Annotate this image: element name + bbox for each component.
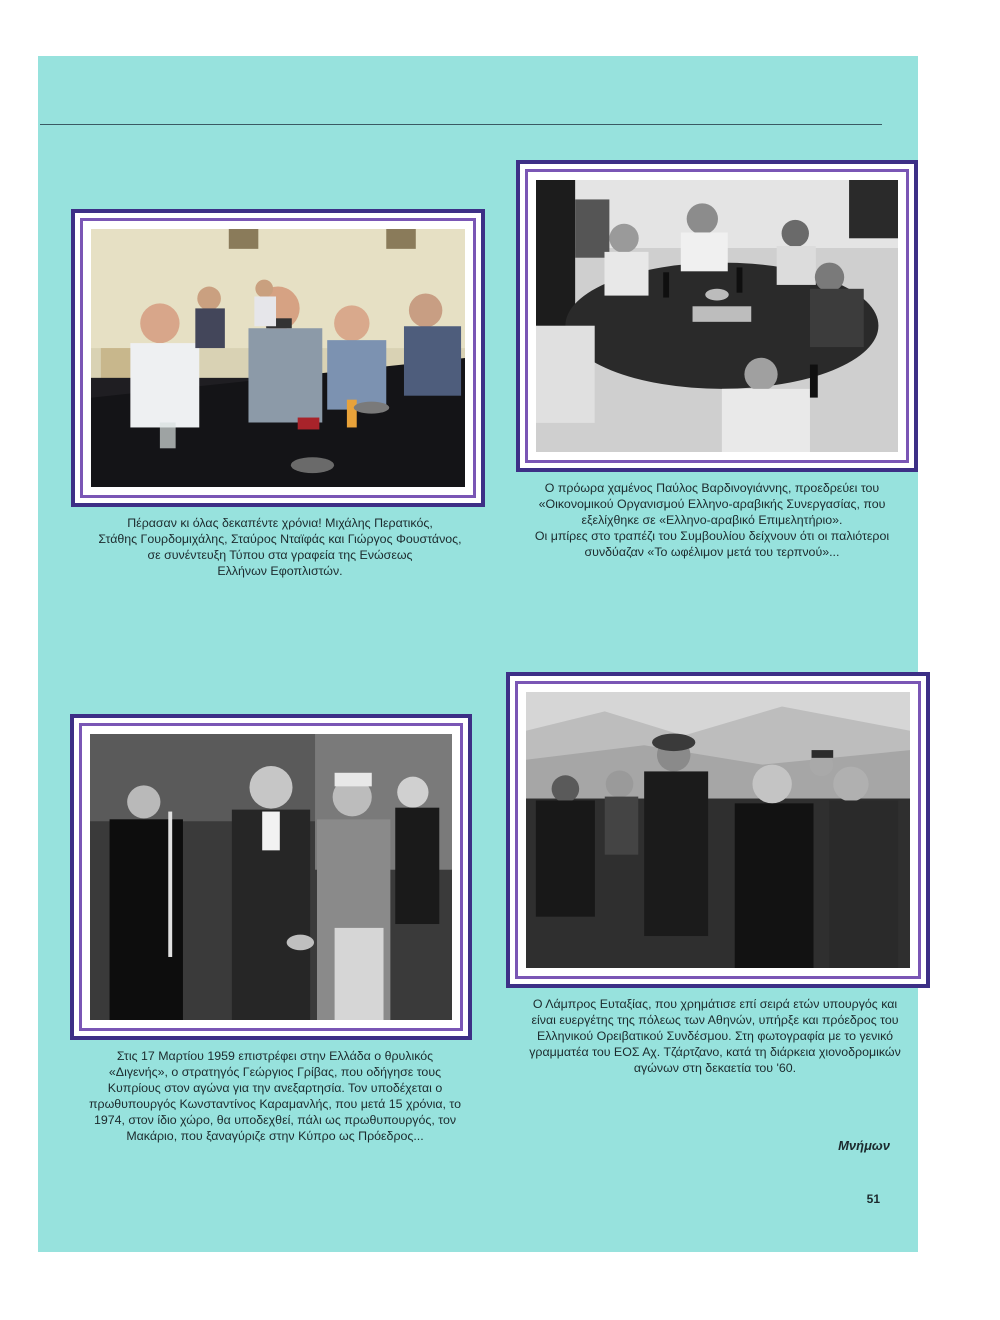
caption-grivas-return bbox=[75, 1048, 475, 1144]
photo-grivas-return bbox=[90, 734, 452, 1020]
photo-frame-board-meeting bbox=[516, 160, 918, 472]
author-signature: Μνήμων bbox=[838, 1138, 890, 1153]
photo-press-conference bbox=[91, 229, 465, 487]
photo-ski-event bbox=[526, 692, 910, 968]
caption-ski-event bbox=[500, 996, 930, 1076]
caption-line: 1974, στον ίδιο χώρο, θα υποδεχθεί, πάλι ως πρωθυπουργός, τον bbox=[93, 1113, 457, 1127]
caption-line: Οι μπίρες στο τραπέζι του Συμβουλίου δείχνουν ότι οι παλιότεροι bbox=[534, 529, 890, 543]
caption-line: είναι ευεργέτης της πόλεως των Αθηνών, υπήρξε και πρόεδρος του bbox=[531, 1013, 899, 1027]
caption-line: «Διγενής», ο στρατηγός Γεώργιος Γρίβας, που οδήγησε τους bbox=[108, 1065, 442, 1079]
photo-frame-press-conference bbox=[71, 209, 485, 507]
caption-line: Πέρασαν κι όλας δεκαπέντε χρόνια! Μιχάλης Περατικός, bbox=[127, 516, 433, 530]
caption-line: Κυπρίους στον αγώνα για την ανεξαρτησία. Τον υποδέχεται ο bbox=[107, 1081, 443, 1095]
caption-line: «Οικονομικού Οργανισμού Ελληνο-αραβικής Συνεργασίας, που bbox=[538, 497, 886, 511]
caption-line: συνδύαζαν «Το ωφέλιμον μετά του τερπνού»... bbox=[584, 545, 840, 559]
caption-press-conference bbox=[80, 515, 480, 579]
caption-line: πρωθυπουργός Κωνσταντίνος Καραμανλής, που μετά 15 χρόνια, το bbox=[88, 1097, 462, 1111]
caption-line: Μακάριο, που ξαναγύριζε στην Κύπρο ως Πρόεδρος... bbox=[126, 1129, 424, 1143]
page-number: 51 bbox=[866, 1192, 880, 1206]
photo-frame-grivas-return bbox=[70, 714, 472, 1040]
caption-line: αγώνων στη δεκαετία του '60. bbox=[633, 1061, 797, 1075]
photo-frame-ski-event bbox=[506, 672, 930, 988]
caption-line: Στις 17 Μαρτίου 1959 επιστρέφει στην Ελλάδα ο θρυλικός bbox=[116, 1049, 434, 1063]
caption-line: Ο πρόωρα χαμένος Παύλος Βαρδινογιάννης, προεδρεύει του bbox=[544, 481, 880, 495]
caption-line: Ελλήνων Εφοπλιστών. bbox=[217, 564, 343, 578]
caption-line: εξελίχθηκε σε «Ελληνο-αραβικό Επιμελητήριο». bbox=[581, 513, 843, 527]
caption-line: Στάθης Γουρδομιχάλης, Σταύρος Νταϊφάς και Γιώργος Φουστάνος, bbox=[98, 532, 462, 546]
caption-line: Ο Λάμπρος Ευταξίας, που χρημάτισε επί σειρά ετών υπουργός και bbox=[532, 997, 898, 1011]
caption-line: γραμματέα του ΕΟΣ Αχ. Τζάρτζανο, κατά τη διάρκεια χιονοδρομικών bbox=[529, 1045, 901, 1059]
caption-line: Ελληνικού Ορειβατικού Συνδέσμου. Στη φωτογραφία με το γενικό bbox=[536, 1029, 894, 1043]
photo-board-meeting bbox=[536, 180, 898, 452]
caption-line: σε συνέντευξη Τύπου στα γραφεία της Ενώσεως bbox=[147, 548, 413, 562]
header-rule bbox=[40, 124, 882, 125]
caption-board-meeting bbox=[502, 480, 922, 560]
